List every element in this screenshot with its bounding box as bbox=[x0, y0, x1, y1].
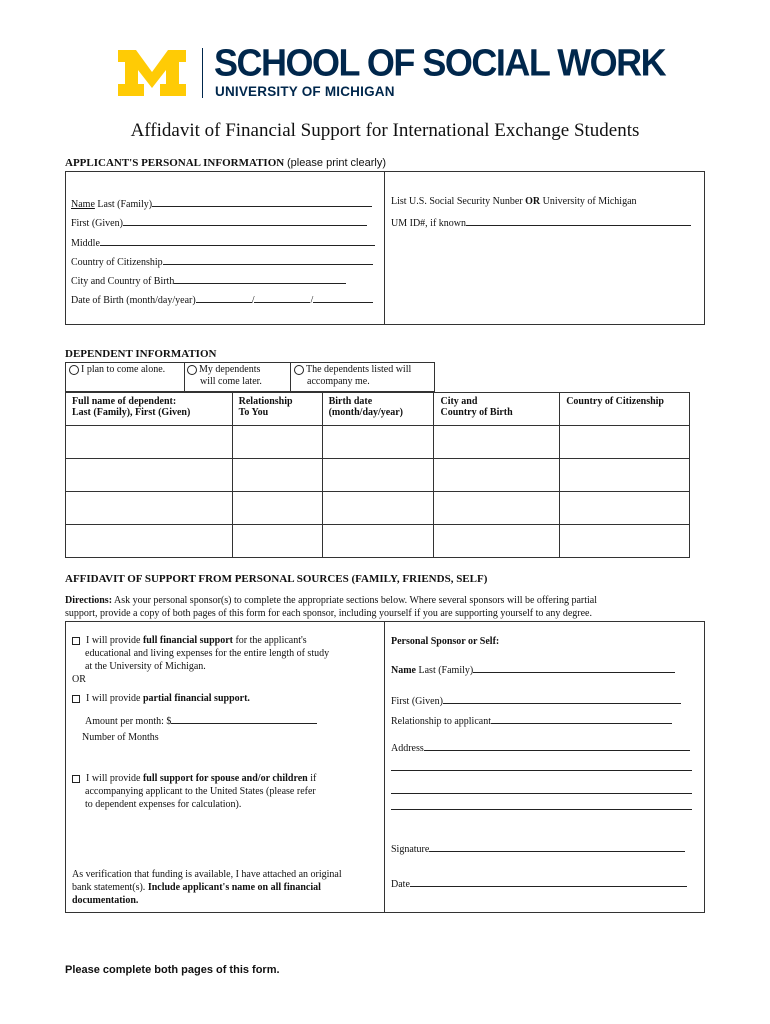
sponsor-address-line-2[interactable] bbox=[391, 760, 692, 771]
logo bbox=[116, 48, 188, 98]
applicant-heading: APPLICANT'S PERSONAL INFORMATION (please print clearly) bbox=[65, 157, 387, 169]
col-header-name: Full name of dependent: Last (Family), First (Given) bbox=[66, 393, 233, 426]
logo-divider bbox=[202, 48, 203, 98]
applicant-dob[interactable]: Date of Birth (month/day/year) / / bbox=[71, 292, 373, 306]
applicant-last-name[interactable]: Name Last (Family) bbox=[71, 196, 372, 210]
sponsor-signature[interactable]: Signature bbox=[391, 841, 685, 855]
option-come-later[interactable]: My dependents will come later. bbox=[187, 364, 262, 388]
table-row[interactable] bbox=[66, 459, 690, 492]
footer-note: Please complete both pages of this form. bbox=[65, 964, 280, 976]
dependent-table bbox=[65, 392, 690, 558]
applicant-middle-name[interactable]: Middle bbox=[71, 235, 375, 249]
table-row[interactable] bbox=[66, 492, 690, 525]
option-accompany[interactable]: The dependents listed will accompany me. bbox=[294, 364, 411, 388]
school-name: SCHOOL OF SOCIAL WORK bbox=[214, 40, 666, 84]
spouse-support-option[interactable]: I will provide full support for spouse and/or children if accompanying applicant to the United States (please refer to dependent expenses for calculation). bbox=[72, 772, 316, 811]
radio-icon[interactable] bbox=[294, 365, 304, 375]
page-title: Affidavit of Financial Support for International Exchange Students bbox=[130, 120, 640, 141]
university-name: UNIVERSITY OF MICHIGAN bbox=[215, 84, 395, 99]
col-header-birthplace: City and Country of Birth bbox=[434, 393, 560, 426]
applicant-citizenship[interactable]: Country of Citizenship bbox=[71, 254, 373, 268]
full-support-option[interactable]: I will provide full financial support for the applicant's educational and living expenses for the entire length of study at the University of Michigan. OR bbox=[72, 635, 330, 685]
number-of-months-field[interactable]: Number of Months bbox=[82, 732, 159, 743]
applicant-umid[interactable]: UM ID#, if known bbox=[391, 215, 691, 229]
sponsor-address-line-4[interactable] bbox=[391, 799, 692, 810]
checkbox-icon[interactable] bbox=[72, 695, 80, 703]
sponsor-last-name[interactable]: Name Last (Family) bbox=[391, 662, 675, 676]
checkbox-icon[interactable] bbox=[72, 637, 80, 645]
sponsor-heading: Personal Sponsor or Self: bbox=[391, 636, 500, 647]
col-header-relationship: Relationship To You bbox=[232, 393, 322, 426]
radio-icon[interactable] bbox=[187, 365, 197, 375]
verification-note: As verification that funding is available, I have attached an original bank statement(s). Include applicant's name on all financial documentation. bbox=[72, 869, 342, 906]
affidavit-directions: Directions: Ask your personal sponsor(s) to complete the appropriate sections below. Where several sponsors will be offering partial support, provide a copy of both pages of this form for each sponsor, including yourself if you are supporting yourself to any degree. bbox=[65, 595, 598, 619]
amount-per-month-field[interactable]: Amount per month: $ bbox=[85, 713, 317, 727]
sponsor-address[interactable]: Address bbox=[391, 740, 690, 754]
applicant-ssn-label: List U.S. Social Security Nunber OR University of Michigan bbox=[391, 196, 637, 207]
checkbox-icon[interactable] bbox=[72, 775, 80, 783]
affidavit-heading: AFFIDAVIT OF SUPPORT FROM PERSONAL SOURCES (FAMILY, FRIENDS, SELF) bbox=[65, 573, 488, 585]
sponsor-date[interactable]: Date bbox=[391, 876, 687, 890]
sponsor-address-line-3[interactable] bbox=[391, 783, 692, 794]
option-come-alone[interactable]: I plan to come alone. bbox=[69, 364, 165, 375]
radio-icon[interactable] bbox=[69, 365, 79, 375]
col-header-citizenship: Country of Citizenship bbox=[560, 393, 690, 426]
affidavit-box-divider bbox=[384, 621, 385, 913]
applicant-first-name[interactable]: First (Given) bbox=[71, 215, 367, 229]
dependent-options-divider-2 bbox=[290, 362, 291, 392]
applicant-box-divider bbox=[384, 171, 385, 325]
block-m-logo bbox=[116, 48, 188, 98]
dependent-options-divider-1 bbox=[184, 362, 185, 392]
table-row[interactable] bbox=[66, 525, 690, 558]
sponsor-relationship[interactable]: Relationship to applicant bbox=[391, 713, 672, 727]
table-row[interactable] bbox=[66, 426, 690, 459]
col-header-birthdate: Birth date (month/day/year) bbox=[322, 393, 434, 426]
sponsor-first-name[interactable]: First (Given) bbox=[391, 693, 681, 707]
dependent-heading: DEPENDENT INFORMATION bbox=[65, 348, 217, 360]
partial-support-option[interactable]: I will provide partial financial support. bbox=[72, 693, 250, 704]
applicant-birth-place[interactable]: City and Country of Birth bbox=[71, 273, 346, 287]
